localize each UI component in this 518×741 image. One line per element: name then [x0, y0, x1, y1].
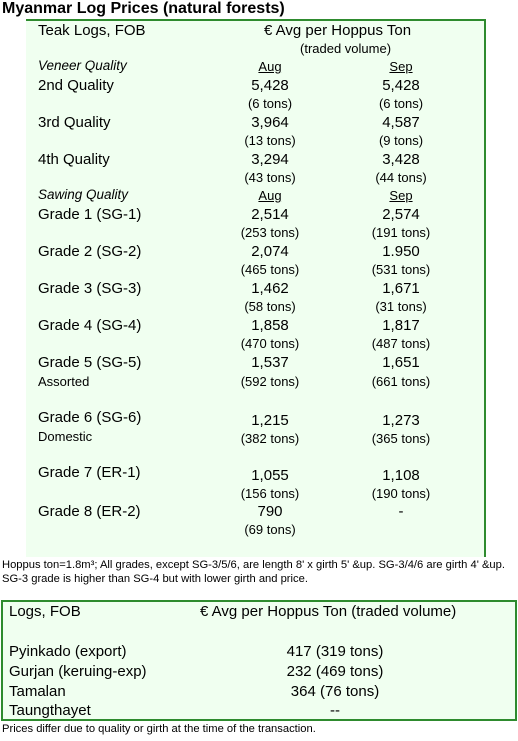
logs-header-unit: € Avg per Hoppus Ton (traded volume): [200, 603, 457, 620]
col-aug-veneer: Aug: [258, 59, 282, 74]
footer-note: Prices differ due to quality or girth at the time of the transaction.: [2, 723, 316, 735]
sep-volume: (6 tons): [378, 96, 424, 111]
sep-price: 1,108: [382, 467, 420, 484]
aug-volume: (69 tons): [244, 522, 296, 537]
aug-price: 1,462: [251, 280, 289, 297]
aug-volume: (465 tons): [240, 262, 300, 277]
row-name: Grade 7 (ER-1): [38, 464, 141, 481]
aug-price: 2,074: [251, 243, 289, 260]
teak-header-sub: (traded volume): [300, 41, 392, 56]
log-value: 364 (76 tons): [290, 683, 380, 700]
col-sep-sawing: Sep: [389, 188, 413, 203]
aug-price: 1,858: [251, 317, 289, 334]
sep-price: 2,574: [382, 206, 420, 223]
aug-volume: (156 tons): [240, 486, 300, 501]
page-title: Myanmar Log Prices (natural forests): [2, 0, 285, 17]
sep-price: 4,587: [382, 114, 420, 131]
aug-volume: (58 tons): [244, 299, 296, 314]
aug-price: 2,514: [251, 206, 289, 223]
sawing-quality-label: Sawing Quality: [38, 187, 129, 202]
sep-volume: (9 tons): [378, 133, 424, 148]
row-name: 2nd Quality: [38, 77, 114, 94]
sep-volume: (487 tons): [371, 336, 431, 351]
hoppus-note: Hoppus ton=1.8m³; All grades, except SG-3/5/6, are length 8' x girth 5' &up. SG-3/4/6 are girth 4' &up. SG-3 grade is higher than SG-4 but with lower girth and price.: [2, 559, 505, 585]
aug-price: 1,537: [251, 354, 289, 371]
logs-header-label: Logs, FOB: [9, 603, 81, 620]
col-sep-veneer: Sep: [389, 59, 413, 74]
log-name: Tamalan: [9, 683, 66, 700]
row-sub-label: Assorted: [38, 374, 90, 389]
sep-price: 1,273: [382, 412, 420, 429]
sep-volume: (44 tons): [375, 170, 427, 185]
teak-header-unit: € Avg per Hoppus Ton: [264, 22, 412, 39]
sep-price: 5,428: [382, 77, 420, 94]
aug-volume: (592 tons): [240, 374, 300, 389]
row-name: Grade 8 (ER-2): [38, 503, 141, 520]
sep-volume: (365 tons): [371, 431, 431, 446]
col-aug-sawing: Aug: [258, 188, 282, 203]
aug-price: 3,964: [251, 114, 289, 131]
aug-volume: (6 tons): [247, 96, 293, 111]
sep-price: 1,651: [382, 354, 420, 371]
log-value: 232 (469 tons): [286, 663, 384, 680]
sep-volume: (190 tons): [371, 486, 431, 501]
sep-price: -: [398, 503, 404, 520]
row-name: Grade 5 (SG-5): [38, 354, 142, 371]
log-value: --: [330, 702, 340, 719]
row-name: Grade 6 (SG-6): [38, 409, 142, 426]
row-name: 4th Quality: [38, 151, 110, 168]
aug-price: 1,215: [251, 412, 289, 429]
log-name: Gurjan (keruing-exp): [9, 663, 147, 680]
aug-volume: (253 tons): [240, 225, 300, 240]
aug-volume: (470 tons): [240, 336, 300, 351]
aug-price: 790: [257, 503, 283, 520]
log-name: Taungthayet: [9, 702, 91, 719]
row-name: Grade 1 (SG-1): [38, 206, 142, 223]
aug-price: 5,428: [251, 77, 289, 94]
log-name: Pyinkado (export): [9, 643, 127, 660]
sep-price: 1,817: [382, 317, 420, 334]
sep-volume: (31 tons): [375, 299, 427, 314]
row-name: 3rd Quality: [38, 114, 111, 131]
row-name: Grade 3 (SG-3): [38, 280, 142, 297]
row-sub-label: Domestic: [38, 429, 93, 444]
sep-volume: (531 tons): [371, 262, 431, 277]
aug-volume: (382 tons): [240, 431, 300, 446]
sep-price: 1,671: [382, 280, 420, 297]
sep-price: 1.950: [382, 243, 420, 260]
sep-volume: (191 tons): [371, 225, 431, 240]
row-name: Grade 2 (SG-2): [38, 243, 142, 260]
aug-volume: (43 tons): [244, 170, 296, 185]
teak-header-label: Teak Logs, FOB: [38, 22, 146, 39]
aug-volume: (13 tons): [244, 133, 296, 148]
log-value: 417 (319 tons): [286, 643, 384, 660]
row-name: Grade 4 (SG-4): [38, 317, 142, 334]
aug-price: 1,055: [251, 467, 289, 484]
sep-volume: (661 tons): [371, 374, 431, 389]
aug-price: 3,294: [251, 151, 289, 168]
sep-price: 3,428: [382, 151, 420, 168]
veneer-quality-label: Veneer Quality: [38, 58, 127, 73]
